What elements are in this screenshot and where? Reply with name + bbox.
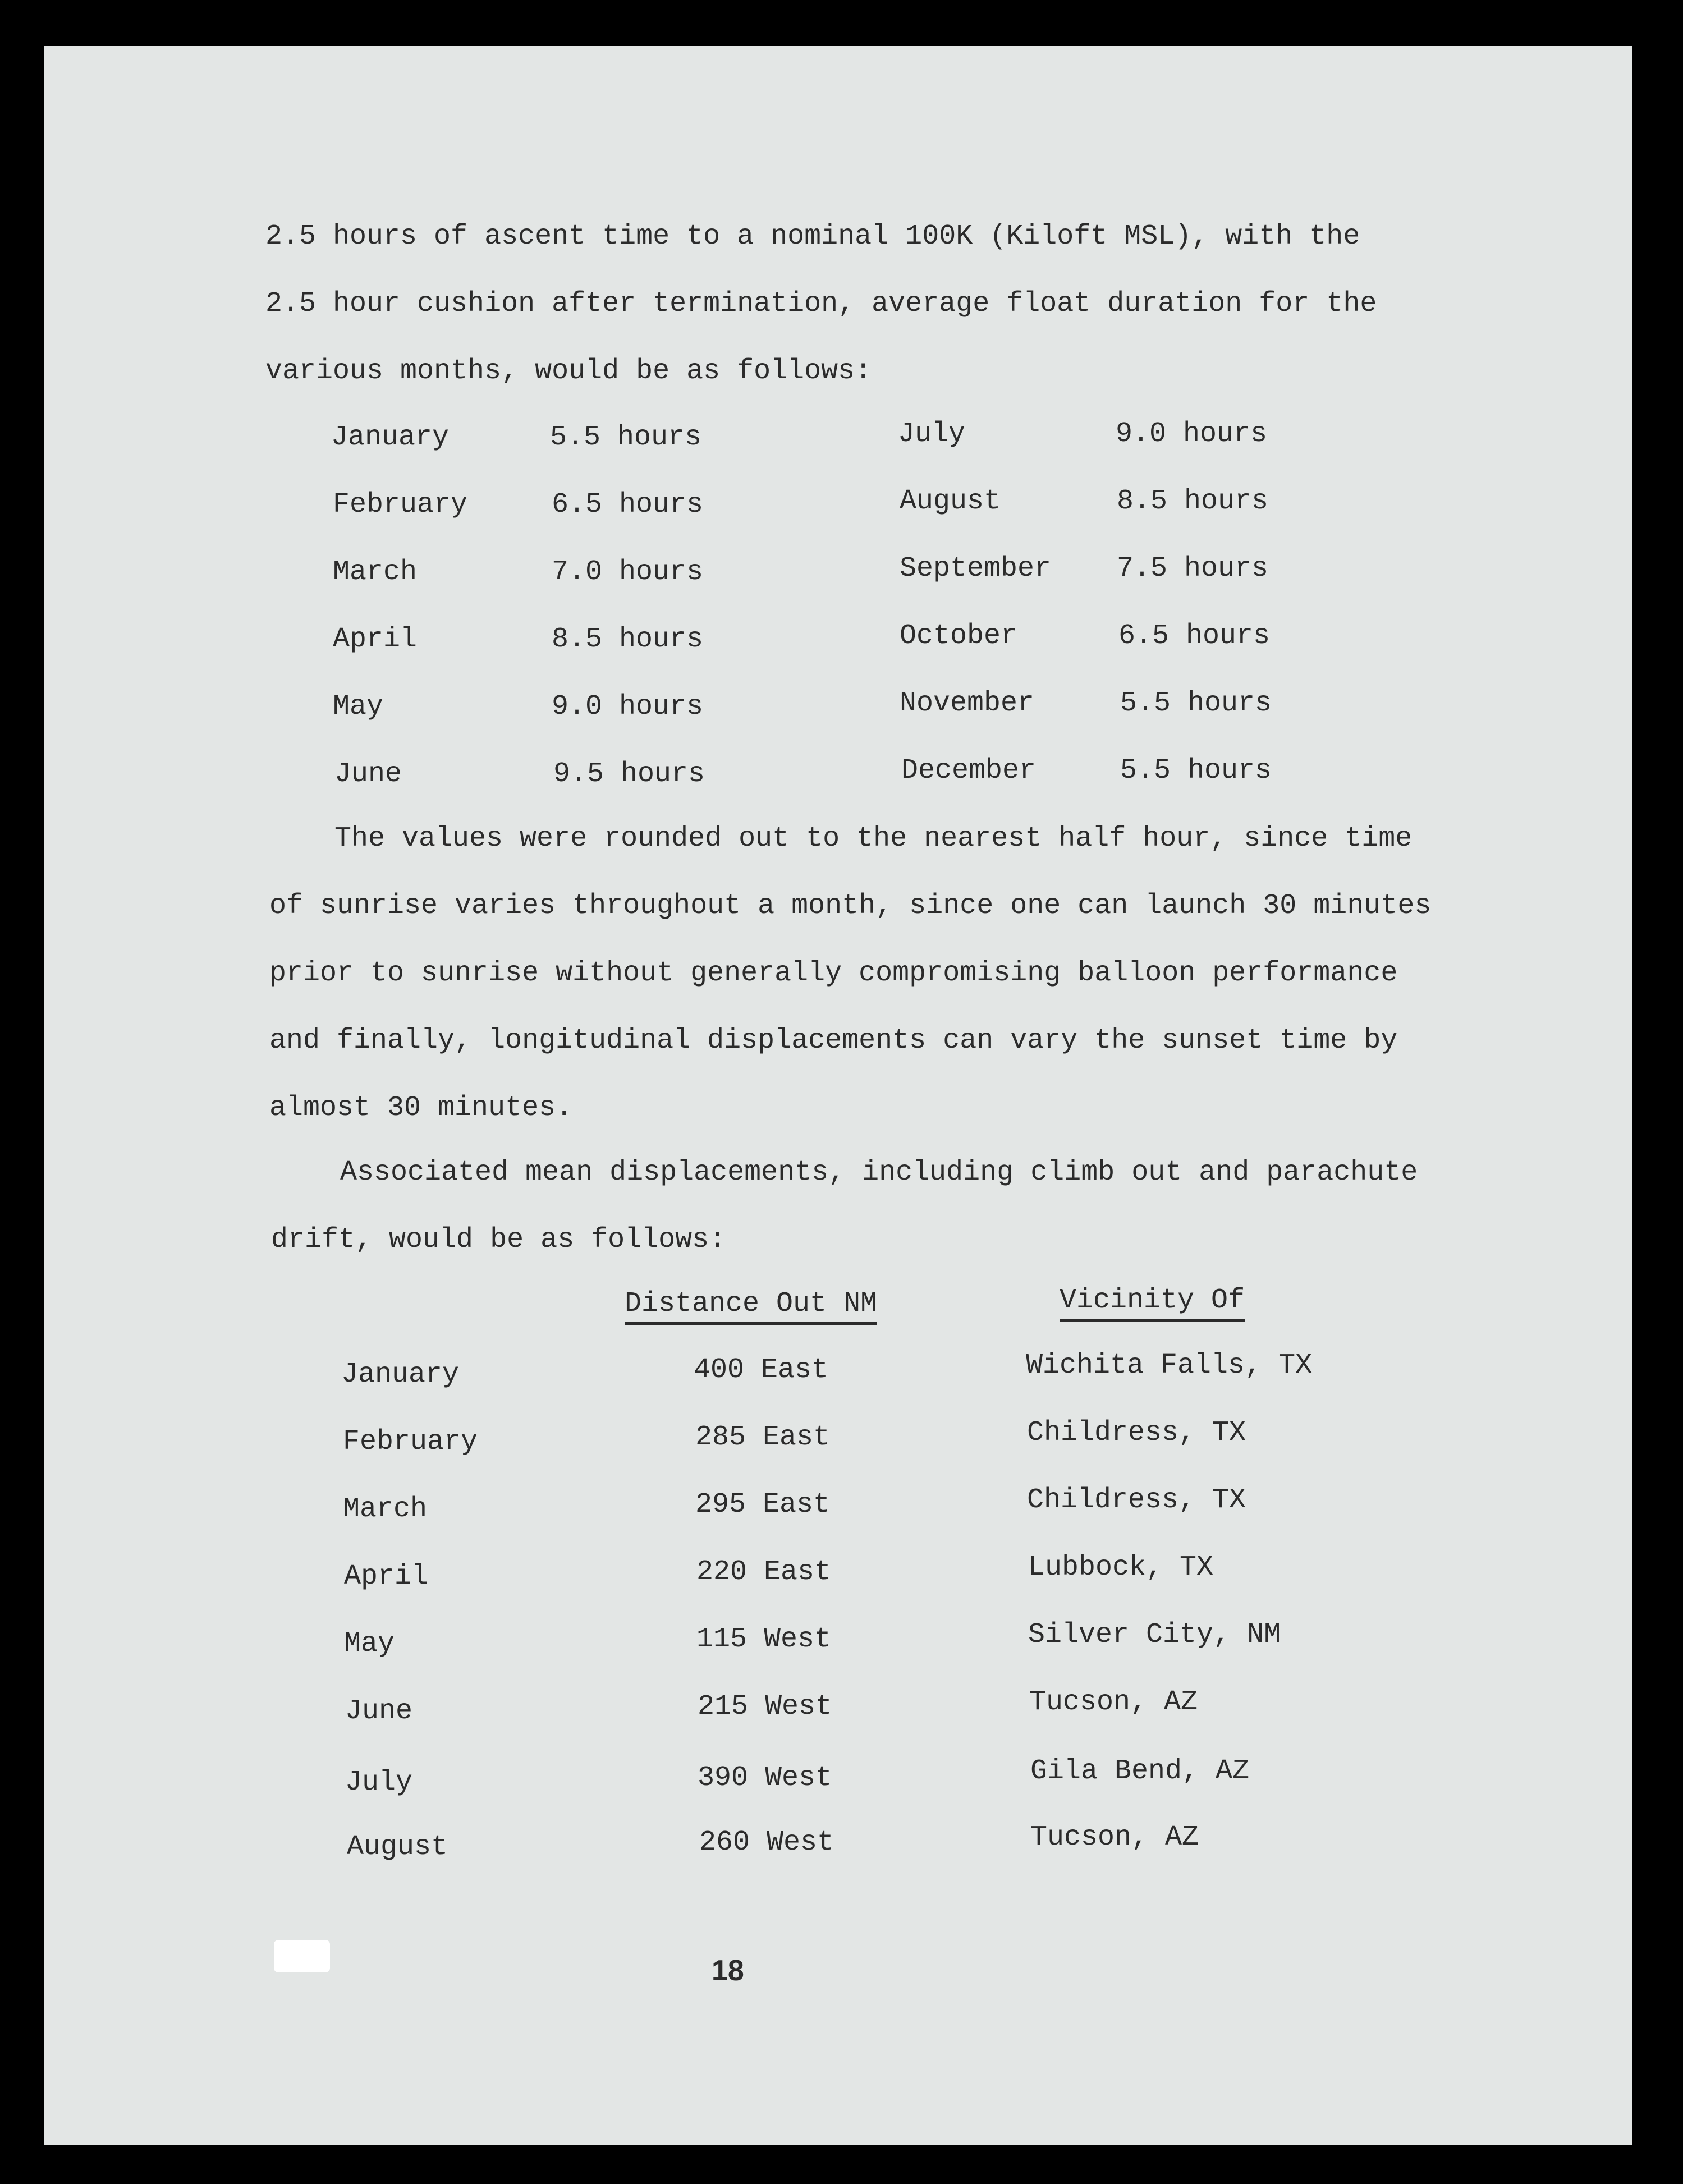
- vicinity-value: Tucson, AZ: [1030, 1821, 1199, 1853]
- duration-value: 9.0 hours: [552, 691, 704, 723]
- month-label: January: [331, 421, 450, 453]
- vicinity-value: Wichita Falls, TX: [1026, 1350, 1313, 1382]
- paragraph-2-line-2: of sunrise varies throughout a month, since one can launch 30 minutes: [269, 890, 1432, 922]
- paragraph-2-line-3: prior to sunrise without generally compromising balloon performance: [269, 957, 1398, 989]
- month-label: September: [900, 553, 1052, 585]
- month-label: May: [344, 1628, 395, 1660]
- distance-value: 260 West: [699, 1827, 834, 1859]
- duration-value: 5.5 hours: [1120, 687, 1272, 719]
- vicinity-value: Childress, TX: [1027, 1417, 1246, 1449]
- month-label: November: [900, 687, 1035, 719]
- paragraph-2-line-4: and finally, longitudinal displacements can vary the sunset time by: [269, 1025, 1398, 1057]
- distance-value: 295 East: [695, 1489, 831, 1521]
- distance-value: 220 East: [696, 1556, 832, 1588]
- month-label: July: [898, 418, 966, 450]
- month-label: August: [900, 485, 1001, 517]
- distance-value: 390 West: [698, 1762, 833, 1794]
- vicinity-value: Gila Bend, AZ: [1030, 1755, 1250, 1787]
- month-label: April: [344, 1561, 429, 1593]
- duration-value: 6.5 hours: [1118, 620, 1271, 652]
- distance-column-header: Distance Out NM: [625, 1287, 877, 1325]
- month-label: October: [900, 620, 1018, 652]
- month-label: June: [345, 1695, 413, 1727]
- month-label: August: [347, 1831, 448, 1863]
- paragraph-1-line-1: 2.5 hours of ascent time to a nominal 100K (Kiloft MSL), with the: [265, 221, 1360, 253]
- vicinity-value: Silver City, NM: [1028, 1619, 1281, 1651]
- paragraph-2-line-5: almost 30 minutes.: [269, 1092, 573, 1124]
- month-label: January: [341, 1359, 460, 1391]
- vicinity-value: Lubbock, TX: [1028, 1552, 1214, 1584]
- duration-value: 9.0 hours: [1116, 418, 1268, 450]
- month-label: December: [901, 755, 1037, 787]
- duration-value: 5.5 hours: [550, 421, 702, 453]
- paragraph-3-line-2: drift, would be as follows:: [271, 1224, 726, 1256]
- duration-value: 8.5 hours: [1117, 485, 1269, 517]
- duration-value: 5.5 hours: [1120, 755, 1272, 787]
- vicinity-column-header: Vicinity Of: [1060, 1284, 1245, 1322]
- distance-value: 400 East: [694, 1354, 829, 1386]
- duration-value: 7.5 hours: [1117, 553, 1269, 585]
- paragraph-2-line-1: The values were rounded out to the nearest half hour, since time: [334, 823, 1413, 855]
- document-page: [44, 46, 1632, 2145]
- duration-value: 6.5 hours: [552, 489, 704, 521]
- tape-mark: [274, 1940, 330, 1972]
- month-label: February: [343, 1426, 478, 1458]
- paragraph-1-line-3: various months, would be as follows:: [265, 355, 872, 387]
- distance-value: 115 West: [696, 1623, 832, 1655]
- duration-value: 9.5 hours: [553, 758, 705, 790]
- vicinity-value: Tucson, AZ: [1029, 1686, 1198, 1718]
- page-number: 18: [712, 1954, 744, 1987]
- distance-value: 285 East: [695, 1421, 831, 1453]
- month-label: July: [345, 1767, 413, 1798]
- duration-value: 8.5 hours: [552, 623, 704, 655]
- month-label: February: [333, 489, 468, 521]
- month-label: April: [333, 623, 418, 655]
- month-label: March: [343, 1493, 428, 1525]
- duration-value: 7.0 hours: [552, 556, 704, 588]
- paragraph-1-line-2: 2.5 hour cushion after termination, average float duration for the: [265, 288, 1377, 320]
- paragraph-3-line-1: Associated mean displacements, including climb out and parachute: [340, 1157, 1418, 1189]
- month-label: May: [333, 691, 384, 723]
- distance-value: 215 West: [698, 1691, 833, 1723]
- month-label: June: [334, 758, 402, 790]
- vicinity-value: Childress, TX: [1027, 1484, 1246, 1516]
- month-label: March: [333, 556, 418, 588]
